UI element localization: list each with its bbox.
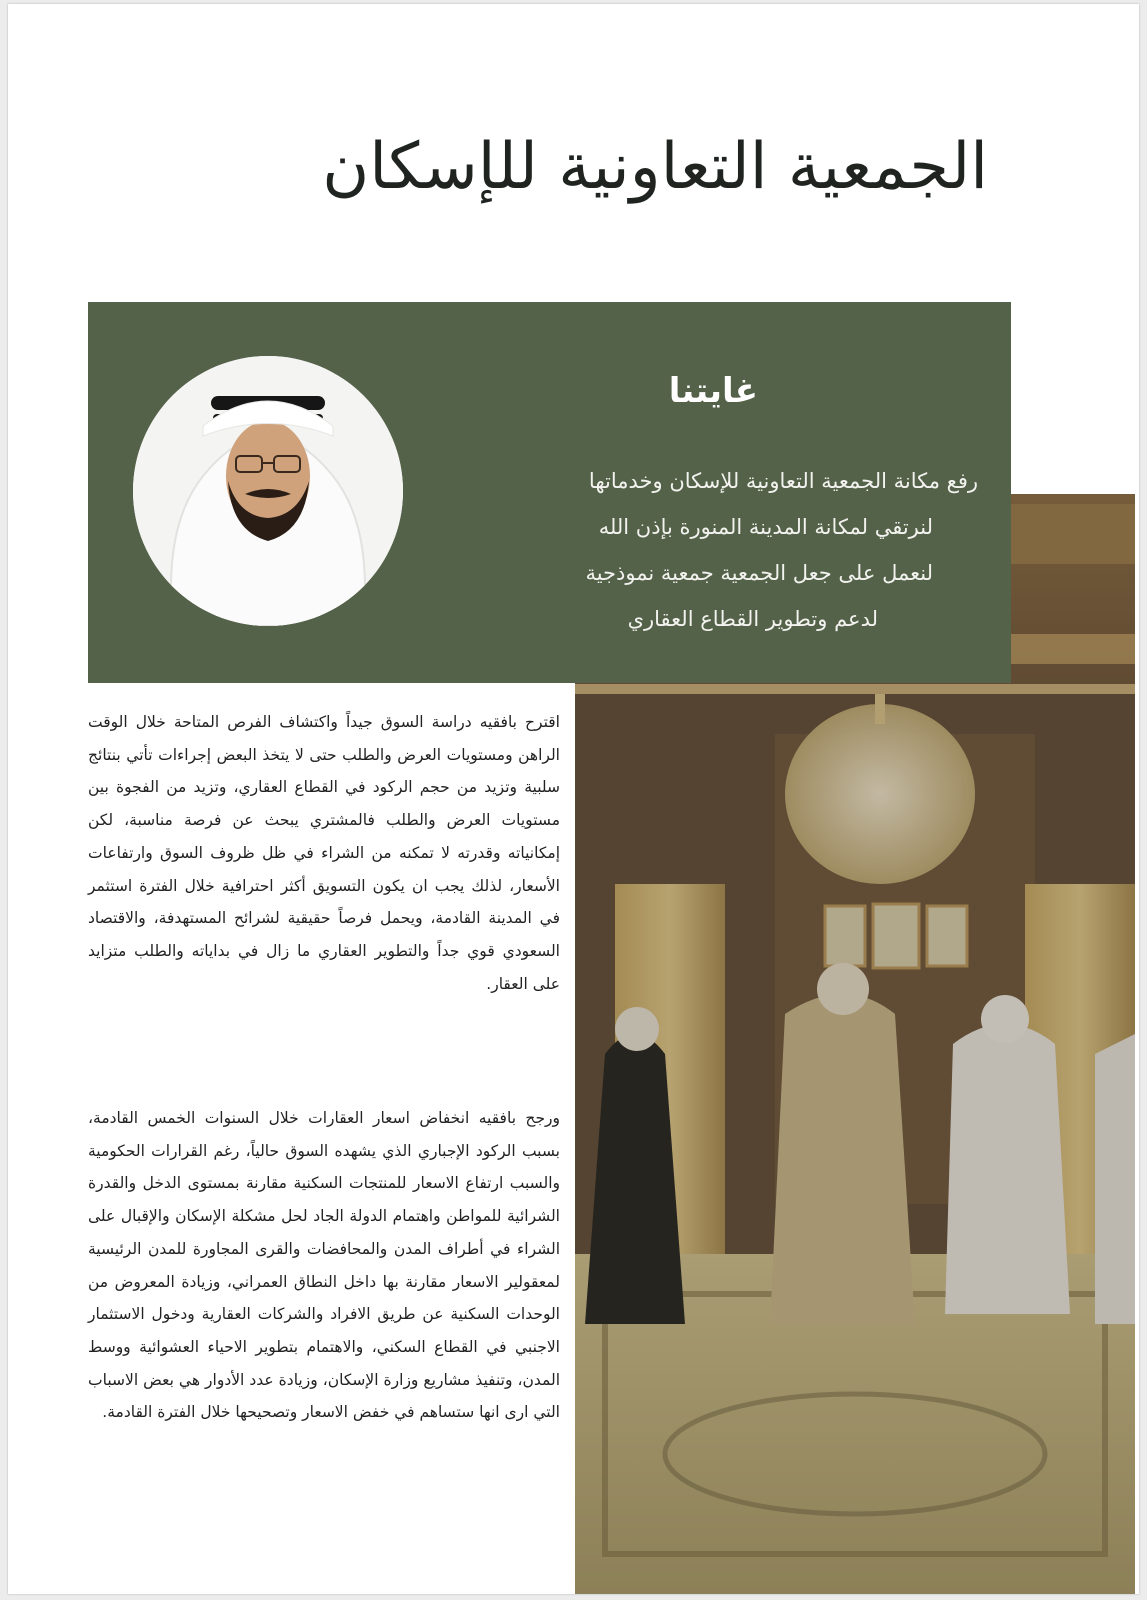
vision-text — [408, 458, 978, 642]
article-paragraph-1: اقترح بافقيه دراسة السوق جيداً واكتشاف الفرص المتاحة خلال الوقت الراهن ومستويات العرض والطلب حتى لا يتخذ البعض إجراءات تأتي بنتائج سلبية وتزيد من حجم الركود في القطاع العقاري، وتزيد من الفجوة بين مستويات العرض والطلب فالمشتري يبحث عن فرصة مناسبة، لكن إمكانياته وقدرته لا تمكنه من الشراء في ظل ظروف السوق وارتفاعات الأسعار، لذلك يجب ان يكون التسويق أكثر احترافية خلال الفترة استثمر في المدينة القادمة، ويحمل فرصاً حقيقية لشرائح المستهدفة، والاقتصاد السعودي قوي جداً والتطوير العقاري ما زال في بداياته والطلب متزايد على العقار. — [88, 713, 560, 993]
vision-line: لدعم وتطوير القطاع العقاري — [627, 607, 878, 631]
page-title: الجمعية التعاونية للإسكان — [322, 130, 988, 204]
magazine-page — [8, 4, 1139, 1594]
vision-line: لنرتقي لمكانة المدينة المنورة بإذن الله — [598, 515, 933, 539]
vision-line: رفع مكانة الجمعية التعاونية للإسكان وخدماتها — [588, 469, 978, 493]
portrait-avatar — [133, 356, 403, 626]
vision-heading: غايتنا — [668, 371, 758, 411]
article-paragraph-2: ورجح بافقيه انخفاض اسعار العقارات خلال السنوات الخمس القادمة، بسبب الركود الإجباري الذي يشهده السوق حالياً، رغم القرارات الحكومية والسبب ارتفاع الاسعار للمنتجات السكنية مقارنة بمستوى الدخل والقدرة الشرائية للمواطن واهتمام الدولة الجاد لحل مشكلة الإسكان والإقبال على الشراء في أطراف المدن والمحافضات والقرى المجاورة للمدن الرئيسية لمعقولير الاسعار مقارنة بها داخل النطاق العمراني، وزيادة المعروض من الوحدات السكنية عن طريق الافراد والشركات العقارية ودخول الاستثمار الاجنبي في القطاع السكني، والاهتمام بتطوير الاحياء العشوائية ووسط المدن، وتنفيذ مشاريع وزارة الإسكان، وزيادة عدد الأدوار هي بعض الاسباب التي ارى انها ستساهم في خفض الاسعار وتصحيحها خلال الفترة القادمة. — [88, 1109, 560, 1422]
portrait-illustration — [133, 356, 403, 626]
vision-line: لنعمل على جعل الجمعية جمعية نموذجية — [585, 561, 933, 585]
